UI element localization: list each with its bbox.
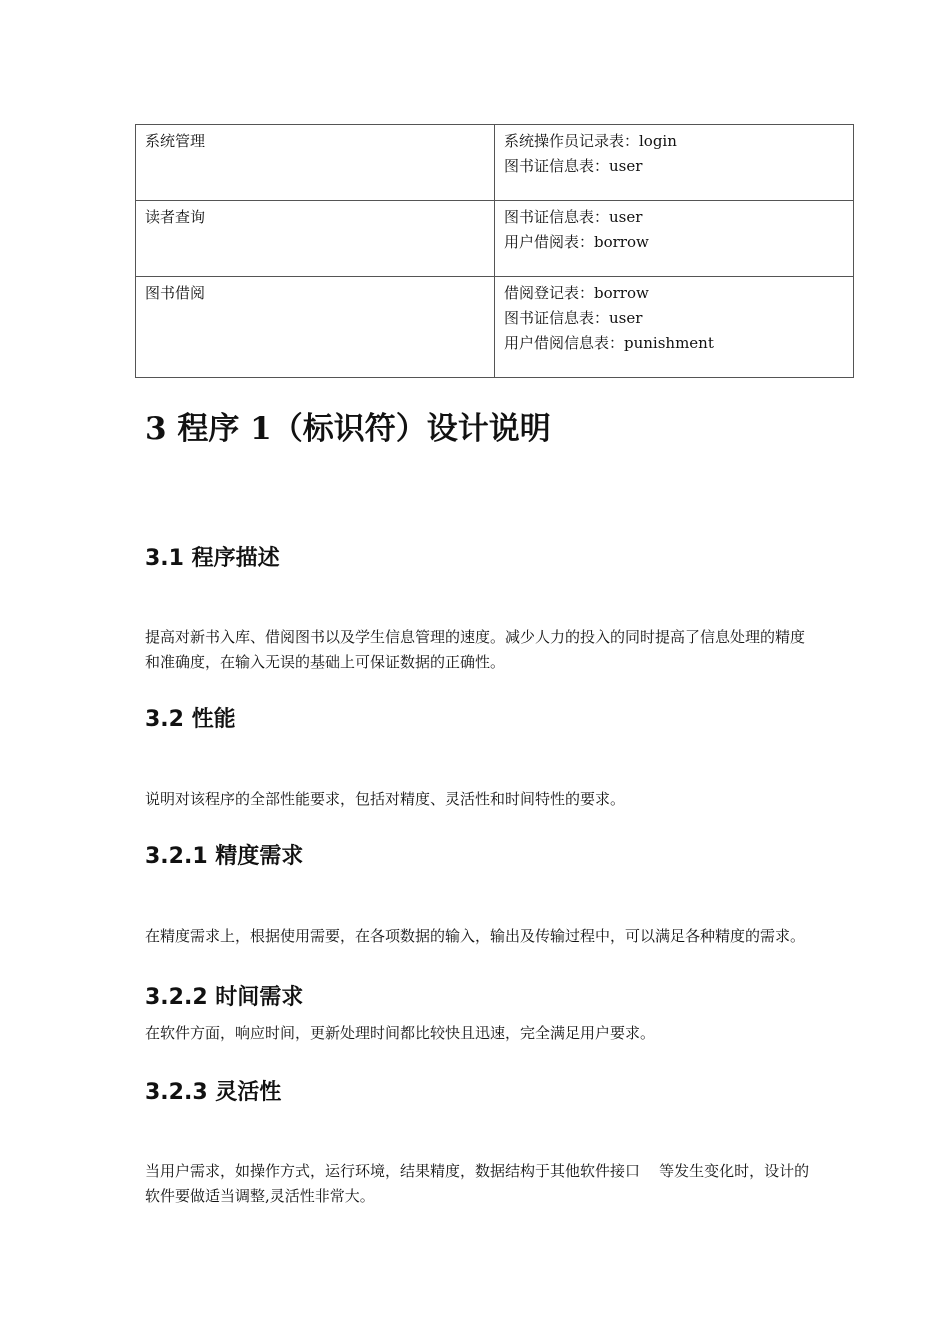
section-3-2-3-paragraph: 当用户需求，如操作方式，运行环境，结果精度，数据结构于其他软件接口 等发生变化时，设计的软件要做适当调整,灵活性非常大。 (145, 1162, 810, 1205)
table-entry: 用户借阅表：borrow (504, 233, 649, 251)
section-3-1-heading: 3.1 程序描述 (145, 546, 280, 571)
section-3-2-1-heading: 3.2.1 精度需求 (145, 844, 304, 869)
table-entry: 图书证信息表：user (504, 208, 643, 226)
table-entry: 图书证信息表：user (504, 157, 643, 175)
module-name: 系统管理 (145, 132, 206, 150)
table-row (136, 201, 854, 277)
module-name-cell (136, 125, 495, 201)
table-row (136, 125, 854, 201)
section-3-2-2-heading: 3.2.2 时间需求 (145, 985, 304, 1010)
section-3-2-2-paragraph: 在软件方面，响应时间，更新处理时间都比较快且迅速，完全满足用户要求。 (145, 1024, 656, 1042)
module-table-mapping (135, 124, 854, 378)
table-list-cell (495, 277, 854, 378)
section-3-2-paragraph: 说明对该程序的全部性能要求，包括对精度、灵活性和时间特性的要求。 (145, 790, 626, 808)
table-list-cell (495, 125, 854, 201)
table-entry: 借阅登记表：borrow (504, 284, 649, 302)
module-name: 图书借阅 (145, 284, 206, 302)
section-3-2-heading: 3.2 性能 (145, 707, 236, 732)
module-name-cell (136, 277, 495, 378)
section-3-heading: 3 程序 1（标识符）设计说明 (145, 411, 551, 447)
table-entry: 图书证信息表：user (504, 309, 643, 327)
table-entry: 系统操作员记录表：login (504, 132, 677, 150)
table-list-cell (495, 201, 854, 277)
table-entry: 用户借阅信息表：punishment (504, 334, 714, 352)
module-name: 读者查询 (145, 208, 206, 226)
section-3-2-3-heading: 3.2.3 灵活性 (145, 1080, 282, 1105)
table-row (136, 277, 854, 378)
section-3-1-paragraph: 提高对新书入库、借阅图书以及学生信息管理的速度。减少人力的投入的同时提高了信息处理的精度和准确度，在输入无误的基础上可保证数据的正确性。 (145, 628, 806, 671)
module-name-cell (136, 201, 495, 277)
section-3-2-1-paragraph: 在精度需求上，根据使用需要，在各项数据的输入，输出及传输过程中，可以满足各种精度的需求。 (145, 927, 806, 945)
